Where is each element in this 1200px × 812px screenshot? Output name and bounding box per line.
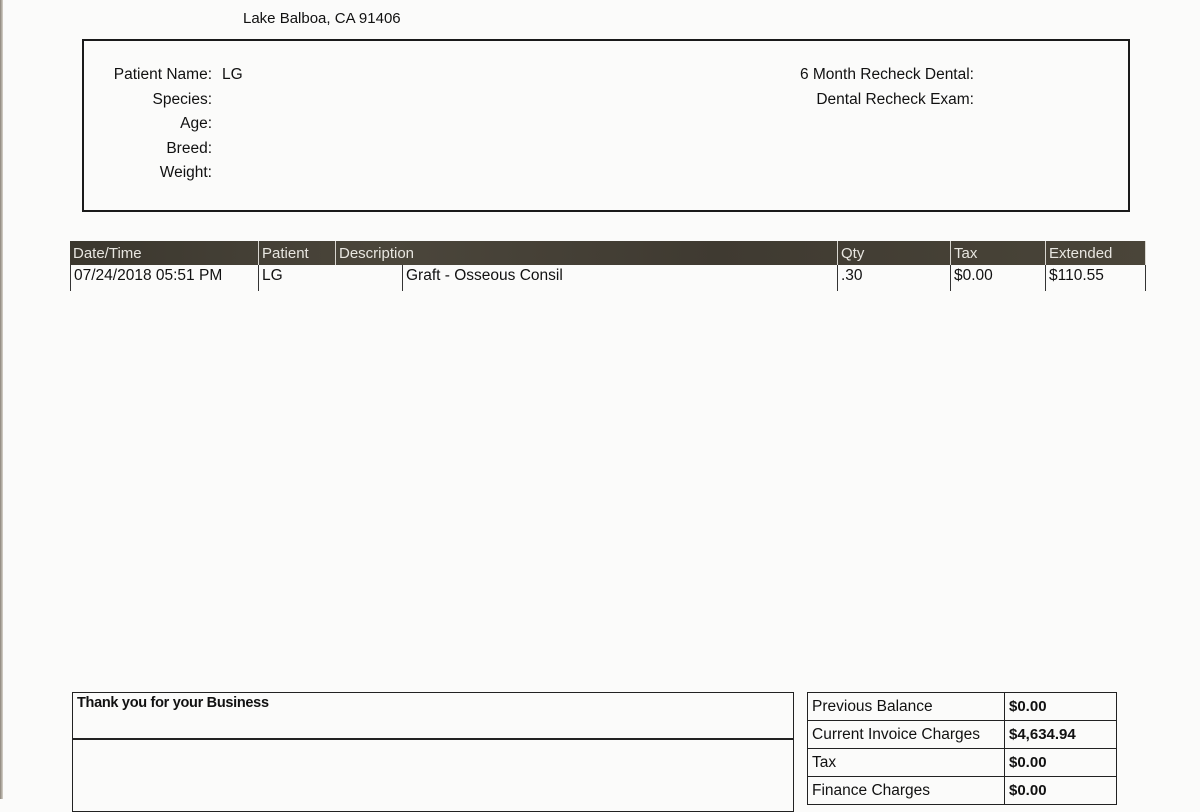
clinic-address: Lake Balboa, CA 91406 [243,10,401,27]
table-row [70,265,1146,291]
dental-recheck-exam-label: Dental Recheck Exam: [816,90,974,108]
column-header-extended: Extended [1045,241,1146,265]
message-box [72,692,794,812]
species-label: Species: [152,90,212,108]
column-header-patient: Patient [258,241,335,265]
current-invoice-charges-label: Current Invoice Charges [808,721,1005,749]
current-invoice-charges-value: $4,634.94 [1005,721,1117,749]
row-tax: $0.00 [950,265,1045,291]
row-extended: $110.55 [1045,265,1146,291]
row-patient: LG [258,265,402,291]
column-header-qty: Qty [837,241,950,265]
row-date-time: 07/24/2018 05:51 PM [70,265,258,291]
patient-name-label: Patient Name: [113,66,212,83]
line-items-header [70,241,1146,265]
tax-value: $0.00 [1005,749,1117,777]
row-qty: .30 [837,265,950,291]
breed-label: Breed: [166,139,212,157]
totals-row [808,749,1117,777]
patient-field-labels [84,63,212,186]
page-edge-shadow [0,0,3,799]
message-divider [73,738,793,740]
patient-name-value: LG [222,66,243,83]
totals-row [808,777,1117,805]
column-header-tax: Tax [950,241,1045,265]
previous-balance-label: Previous Balance [808,693,1005,721]
totals-row [808,693,1117,721]
totals-table [807,692,1117,805]
age-label: Age: [180,115,212,132]
column-header-date-time: Date/Time [73,245,142,262]
recheck-dental-label: 6 Month Recheck Dental: [799,66,974,83]
column-header-description: Description [335,241,837,265]
thank-you-message: Thank you for your Business [77,695,269,711]
finance-charges-value: $0.00 [1005,777,1117,805]
patient-info-box [82,39,1130,212]
previous-balance-value: $0.00 [1005,693,1117,721]
row-description: Graft - Osseous Consil [402,265,837,291]
totals-row [808,721,1117,749]
weight-label: Weight: [159,164,212,181]
reminder-labels [764,63,974,112]
finance-charges-label: Finance Charges [808,777,1005,805]
tax-label: Tax [808,749,1005,777]
